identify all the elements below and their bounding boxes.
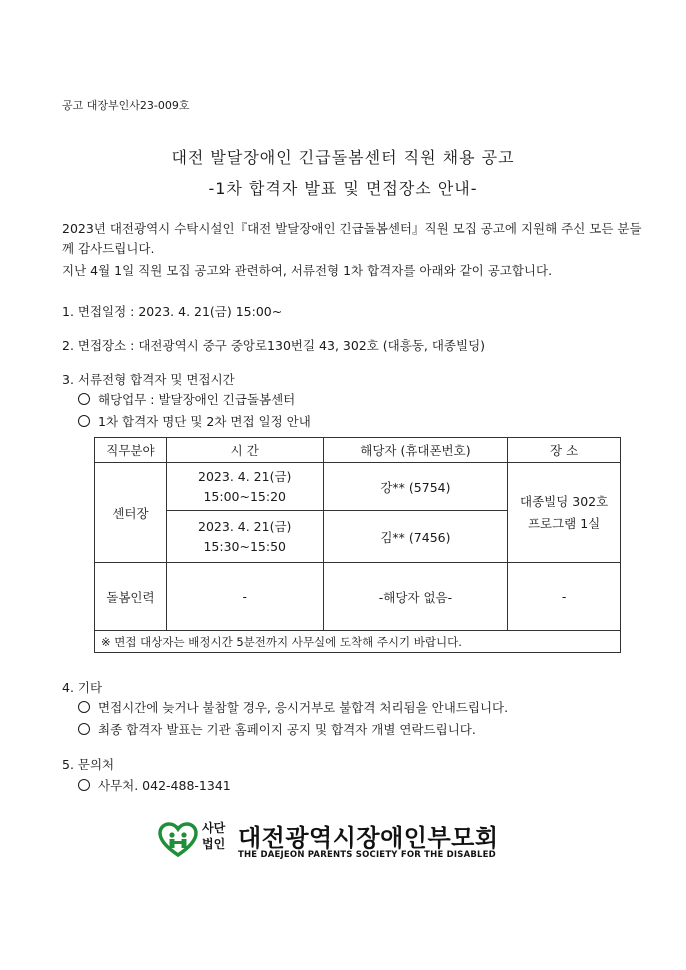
cell-job-center: 센터장 bbox=[95, 463, 167, 563]
time-2-range: 15:30~15:50 bbox=[203, 538, 286, 554]
header-location: 장 소 bbox=[508, 438, 621, 463]
circle-bullet-icon bbox=[78, 779, 90, 791]
time-1-range: 15:00~15:20 bbox=[203, 488, 286, 504]
section-etc-heading: 4. 기타 bbox=[62, 680, 103, 695]
cell-time-2 bbox=[166, 511, 323, 563]
time-2-date: 2023. 4. 21(금) bbox=[198, 518, 292, 534]
section-contact-heading: 5. 문의처 bbox=[62, 757, 115, 772]
contact-phone: 사무처. 042-488-1341 bbox=[98, 778, 231, 793]
intro-paragraph-1: 2023년 대전광역시 수탁시설인『대전 발달장애인 긴급돌봄센터』직원 모집 공고에 지원해 주신 모든 분들께 감사드립니다. bbox=[62, 221, 642, 256]
location-line-1: 대종빌딩 302호 bbox=[520, 493, 609, 509]
cell-candidate-1: 강** (5754) bbox=[323, 463, 508, 511]
table-note-row bbox=[95, 631, 621, 653]
circle-bullet-icon bbox=[78, 723, 90, 735]
circle-bullet-icon bbox=[78, 701, 90, 713]
section3-item-2 bbox=[78, 412, 311, 430]
heart-logo-icon bbox=[158, 822, 198, 858]
cell-candidate-2: 김** (7456) bbox=[323, 511, 508, 563]
section5-item-1 bbox=[78, 776, 231, 794]
document-title: 대전 발달장애인 긴급돌봄센터 직원 채용 공고 bbox=[171, 148, 515, 167]
cell-care-time: - bbox=[166, 563, 323, 631]
cell-care-location: - bbox=[508, 563, 621, 631]
logo-english-name: THE DAEJEON PARENTS SOCIETY FOR THE DISABLED bbox=[238, 850, 496, 860]
intro-paragraph-2: 지난 4월 1일 직원 모집 공고와 관련하여, 서류전형 1차 합격자를 아래와 같이 공고합니다. bbox=[62, 263, 553, 278]
cell-location bbox=[508, 463, 621, 563]
logo-corporation-label bbox=[202, 820, 225, 852]
table-header-row bbox=[95, 438, 621, 463]
section-interview-schedule: 1. 면접일정 : 2023. 4. 21(금) 15:00~ bbox=[62, 304, 283, 319]
location-line-2: 프로그램 1실 bbox=[527, 515, 601, 531]
header-job-field: 직무분야 bbox=[95, 438, 167, 463]
time-1-date: 2023. 4. 21(금) bbox=[198, 468, 292, 484]
cell-time-1 bbox=[166, 463, 323, 511]
table-note: ※ 면접 대상자는 배정시간 5분전까지 사무실에 도착해 주시기 바랍니다. bbox=[95, 631, 621, 653]
section-results-heading: 3. 서류전형 합격자 및 면접시간 bbox=[62, 372, 235, 387]
section4-item-1-text: 면접시간에 늦거나 불참할 경우, 응시거부로 불합격 처리됨을 안내드립니다. bbox=[98, 700, 509, 715]
section3-item-1-text: 해당업무 : 발달장애인 긴급돌봄센터 bbox=[98, 392, 296, 407]
cell-care-candidate: -해당자 없음- bbox=[323, 563, 508, 631]
table-row bbox=[95, 463, 621, 511]
circle-bullet-icon bbox=[78, 415, 90, 427]
schedule-table bbox=[94, 437, 621, 653]
section4-item-2-text: 최종 합격자 발표는 기관 홈페이지 공지 및 합격자 개별 연락드립니다. bbox=[98, 722, 476, 737]
circle-bullet-icon bbox=[78, 393, 90, 405]
logo-corp-line-1: 사단 bbox=[202, 821, 226, 835]
intro-text bbox=[62, 219, 642, 283]
cell-job-care: 돌봄인력 bbox=[95, 563, 167, 631]
section3-item-1 bbox=[78, 390, 295, 408]
table-row bbox=[95, 563, 621, 631]
logo-organization-name: 대전광역시장애인부모회 bbox=[238, 824, 499, 852]
section3-item-2-text: 1차 합격자 명단 및 2차 면접 일정 안내 bbox=[98, 414, 311, 429]
section4-item-2 bbox=[78, 720, 476, 738]
document-subtitle: -1차 합격자 발표 및 면접장소 안내- bbox=[208, 179, 478, 198]
header-candidate: 해당자 (휴대폰번호) bbox=[323, 438, 508, 463]
logo-corp-line-2: 법인 bbox=[202, 837, 226, 851]
section-interview-location: 2. 면접장소 : 대전광역시 중구 중앙로130번길 43, 302호 (대흥동, 대종빌딩) bbox=[62, 338, 486, 353]
section4-item-1 bbox=[78, 698, 508, 716]
header-time: 시 간 bbox=[166, 438, 323, 463]
organization-logo bbox=[158, 818, 548, 866]
notice-number: 공고 대장부인사23-009호 bbox=[62, 99, 190, 112]
